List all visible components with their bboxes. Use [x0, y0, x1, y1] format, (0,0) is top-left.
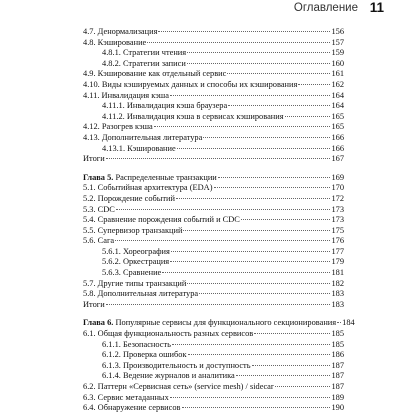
toc-entry-title — [83, 80, 297, 91]
toc-entry-title — [83, 393, 169, 404]
toc-entry — [83, 112, 344, 123]
dot-leader — [171, 251, 331, 252]
dot-leader — [176, 198, 330, 199]
toc-entry-text: 4.7. Денормализация — [83, 27, 158, 36]
toc-entry-title — [83, 91, 169, 102]
toc-entry-title — [83, 289, 198, 300]
toc-entry — [83, 382, 344, 393]
dot-leader — [170, 397, 331, 398]
toc-entry-text: 5.5. Супервизор транзакций — [83, 225, 183, 235]
table-of-contents — [83, 27, 355, 414]
toc-entry — [83, 403, 344, 414]
toc-entry-text: Распределенные транзакции — [113, 172, 217, 182]
toc-page-number: 166 — [331, 132, 344, 142]
toc-entry — [83, 91, 344, 102]
dot-leader — [115, 240, 330, 241]
toc-page-number: 187 — [331, 382, 344, 391]
toc-entry-title — [102, 144, 176, 155]
dot-leader — [116, 209, 331, 210]
toc-entry — [83, 27, 344, 38]
toc-entry-title — [102, 340, 171, 351]
toc-entry-title — [102, 112, 284, 123]
toc-chapter-entry — [83, 318, 355, 329]
toc-entry-title — [102, 361, 251, 372]
toc-entry — [83, 154, 344, 165]
toc-entry — [83, 38, 344, 49]
toc-entry-title — [102, 268, 161, 279]
dot-leader — [254, 333, 330, 334]
chapter-label: Глава 6. — [83, 318, 114, 328]
toc-page-number: 176 — [331, 236, 344, 246]
toc-entry — [83, 329, 344, 340]
toc-page-number: 187 — [331, 371, 344, 381]
dot-leader — [199, 293, 330, 294]
toc-entry — [83, 59, 344, 70]
toc-entry-text: 6.1.4. Ведение журналов и аналитика — [102, 371, 235, 381]
toc-entry-title — [83, 226, 182, 237]
toc-entry-text: 6.1.3. Производительность и доступность — [102, 360, 251, 370]
toc-page-number: 173 — [331, 215, 344, 225]
toc-page-number: 183 — [331, 299, 344, 309]
toc-entry — [83, 194, 344, 205]
toc-entry-title — [83, 236, 114, 247]
toc-entry — [83, 350, 344, 361]
toc-entry — [83, 268, 344, 279]
dot-leader — [177, 148, 331, 149]
toc-entry — [83, 69, 344, 80]
dot-leader — [227, 73, 330, 74]
dot-leader — [188, 354, 331, 355]
toc-page-number: 183 — [331, 289, 344, 299]
toc-entry-text: 4.13. Дополнительная литература — [83, 132, 203, 142]
toc-entry-title — [83, 27, 157, 38]
toc-entry — [83, 144, 344, 155]
toc-page-number: 162 — [331, 79, 344, 89]
toc-page-number: 165 — [331, 122, 344, 132]
toc-entry-title — [83, 38, 146, 49]
toc-entry-text: Популярные сервисы для функционального секционирования — [113, 318, 337, 328]
toc-entry — [83, 340, 344, 351]
toc-entry-title — [83, 329, 253, 340]
toc-entry-text: Итоги — [83, 299, 105, 309]
section-gap — [83, 310, 344, 318]
chapter-label: Глава 5. — [83, 172, 114, 182]
dot-leader — [214, 187, 331, 188]
dot-leader — [106, 158, 331, 159]
dot-leader — [187, 283, 330, 284]
toc-entry-text: 4.13.1. Кэширование — [102, 143, 176, 153]
toc-entry-title — [83, 382, 274, 393]
dot-leader — [228, 105, 330, 106]
toc-chapter-entry — [83, 173, 344, 184]
toc-entry-text: 5.3. CDC — [83, 204, 115, 214]
dot-leader — [187, 52, 330, 53]
toc-page-number: 166 — [331, 143, 344, 153]
toc-entry — [83, 247, 344, 258]
toc-page-number: 164 — [331, 101, 344, 111]
dot-leader — [183, 230, 330, 231]
toc-entry-text: 4.12. Разогрев кэша — [83, 122, 153, 132]
page-header — [0, 0, 420, 20]
dot-leader — [106, 304, 331, 305]
toc-entry-text: 5.6.1. Хореография — [102, 246, 170, 256]
dot-leader — [170, 95, 330, 96]
dot-leader — [252, 365, 331, 366]
toc-page-number: 185 — [331, 339, 344, 349]
toc-entry-title — [102, 350, 187, 361]
toc-page-number: 184 — [342, 318, 355, 328]
toc-entry — [83, 215, 344, 226]
toc-entry — [83, 300, 344, 311]
dot-leader — [275, 386, 331, 387]
toc-entry-text: 4.8.1. Стратегии чтения — [102, 48, 187, 58]
toc-entry — [83, 80, 344, 91]
toc-page-number: 156 — [331, 27, 344, 36]
dot-leader — [154, 126, 331, 127]
toc-entry-title — [102, 101, 227, 112]
toc-entry — [83, 122, 344, 133]
toc-page-number: 164 — [331, 90, 344, 100]
toc-entry-text: 5.1. Событийная архитектура (EDA) — [83, 183, 213, 193]
toc-entry — [83, 101, 344, 112]
toc-entry-text: 4.11.1. Инвалидация кэша браузера — [102, 101, 228, 111]
dot-leader — [170, 261, 330, 262]
toc-entry — [83, 183, 344, 194]
toc-entry-text: 4.8. Кэширование — [83, 37, 147, 47]
toc-page-number: 190 — [331, 403, 344, 413]
toc-entry-title — [83, 173, 217, 184]
toc-entry-title — [102, 247, 170, 258]
toc-page-number: 172 — [331, 193, 344, 203]
toc-entry-title — [102, 257, 169, 268]
toc-entry-text: 6.1. Общая функциональность разных сервисов — [83, 329, 254, 339]
running-head-title: Оглавление — [293, 2, 358, 14]
toc-entry — [83, 226, 344, 237]
toc-entry — [83, 133, 344, 144]
toc-entry-title — [83, 300, 105, 311]
toc-entry-title — [83, 183, 213, 194]
toc-entry-title — [102, 48, 186, 59]
toc-page-number: 165 — [331, 111, 344, 121]
dot-leader — [147, 42, 330, 43]
dot-leader — [158, 31, 330, 32]
toc-entry-text: 5.2. Порождение событий — [83, 193, 176, 203]
toc-entry-title — [102, 59, 186, 70]
toc-entry-text: 4.11. Инвалидация кэша — [83, 90, 169, 100]
dot-leader — [187, 63, 331, 64]
toc-page-number: 185 — [331, 329, 344, 339]
dot-leader — [172, 344, 330, 345]
toc-entry — [83, 371, 344, 382]
toc-entry-title — [83, 215, 240, 226]
toc-page-number: 175 — [331, 225, 344, 235]
toc-entry — [83, 205, 344, 216]
dot-leader — [241, 219, 331, 220]
toc-entry — [83, 236, 344, 247]
toc-page-number: 159 — [331, 48, 344, 58]
dot-leader — [182, 407, 331, 408]
toc-page-number: 177 — [331, 246, 344, 256]
toc-page-number: 169 — [331, 172, 344, 182]
toc-page-number: 186 — [331, 350, 344, 360]
toc-entry-title — [83, 279, 186, 290]
toc-entry-title — [102, 371, 235, 382]
toc-entry-text: 5.7. Другие типы транзакций — [83, 278, 187, 288]
toc-page-number: 161 — [331, 69, 344, 79]
toc-entry-text: 5.6.2. Оркестрация — [102, 257, 170, 267]
toc-entry-text: 4.11.2. Инвалидация кэша в сервисах кэширования — [102, 111, 284, 121]
toc-page-number: 187 — [331, 360, 344, 370]
dot-leader — [203, 137, 330, 138]
toc-page-number: 189 — [331, 392, 344, 402]
toc-entry — [83, 257, 344, 268]
toc-entry-text: 6.1.1. Безопасность — [102, 339, 172, 349]
toc-entry — [83, 48, 344, 59]
dot-leader — [162, 272, 330, 273]
toc-page-number: 170 — [331, 183, 344, 193]
toc-entry-title — [83, 194, 175, 205]
dot-leader — [337, 322, 341, 323]
toc-entry-text: 6.3. Сервис метаданных — [83, 392, 169, 402]
toc-entry-text: 4.10. Виды кэшируемых данных и способы их кэширования — [83, 79, 298, 89]
toc-entry-text: 5.8. Дополнительная литература — [83, 289, 199, 299]
toc-entry-text: 6.4. Обнаружение сервисов — [83, 403, 181, 413]
toc-entry-text: 4.9. Кэширование как отдельный сервис — [83, 69, 227, 79]
toc-entry — [83, 393, 344, 404]
toc-page-number: 179 — [331, 257, 344, 267]
toc-page-number: 182 — [331, 278, 344, 288]
toc-entry-title — [83, 205, 115, 216]
toc-entry-title — [83, 122, 153, 133]
dot-leader — [218, 177, 331, 178]
toc-entry-text: 5.6.3. Сравнение — [102, 268, 162, 278]
toc-entry-text: 6.1.2. Проверка ошибок — [102, 350, 187, 360]
toc-page-number: 167 — [331, 154, 344, 164]
toc-entry-title — [83, 318, 336, 329]
toc-entry-text: 5.6. Сага — [83, 236, 115, 246]
dot-leader — [285, 116, 331, 117]
section-gap — [83, 165, 344, 173]
dot-leader — [236, 375, 331, 376]
toc-entry-text: 5.4. Сравнение порождения событий и CDC — [83, 215, 240, 225]
page-number: 11 — [369, 0, 384, 15]
toc-page-number: 181 — [331, 268, 344, 278]
toc-entry-text: 4.8.2. Стратегии записи — [102, 58, 186, 68]
toc-entry-title — [83, 133, 202, 144]
toc-entry-text: 6.2. Паттерн «Сервисная сеть» (service mesh) / sidecar — [83, 382, 274, 391]
toc-page-number: 160 — [331, 58, 344, 68]
toc-entry-title — [83, 69, 226, 80]
toc-entry — [83, 361, 344, 372]
toc-page-number: 173 — [331, 204, 344, 214]
toc-entry — [83, 289, 344, 300]
toc-entry-title — [83, 154, 105, 165]
toc-entry-text: Итоги — [83, 154, 105, 164]
toc-page-number: 157 — [331, 37, 344, 47]
toc-entry-title — [83, 403, 181, 414]
toc-entry — [83, 279, 344, 290]
dot-leader — [298, 84, 330, 85]
